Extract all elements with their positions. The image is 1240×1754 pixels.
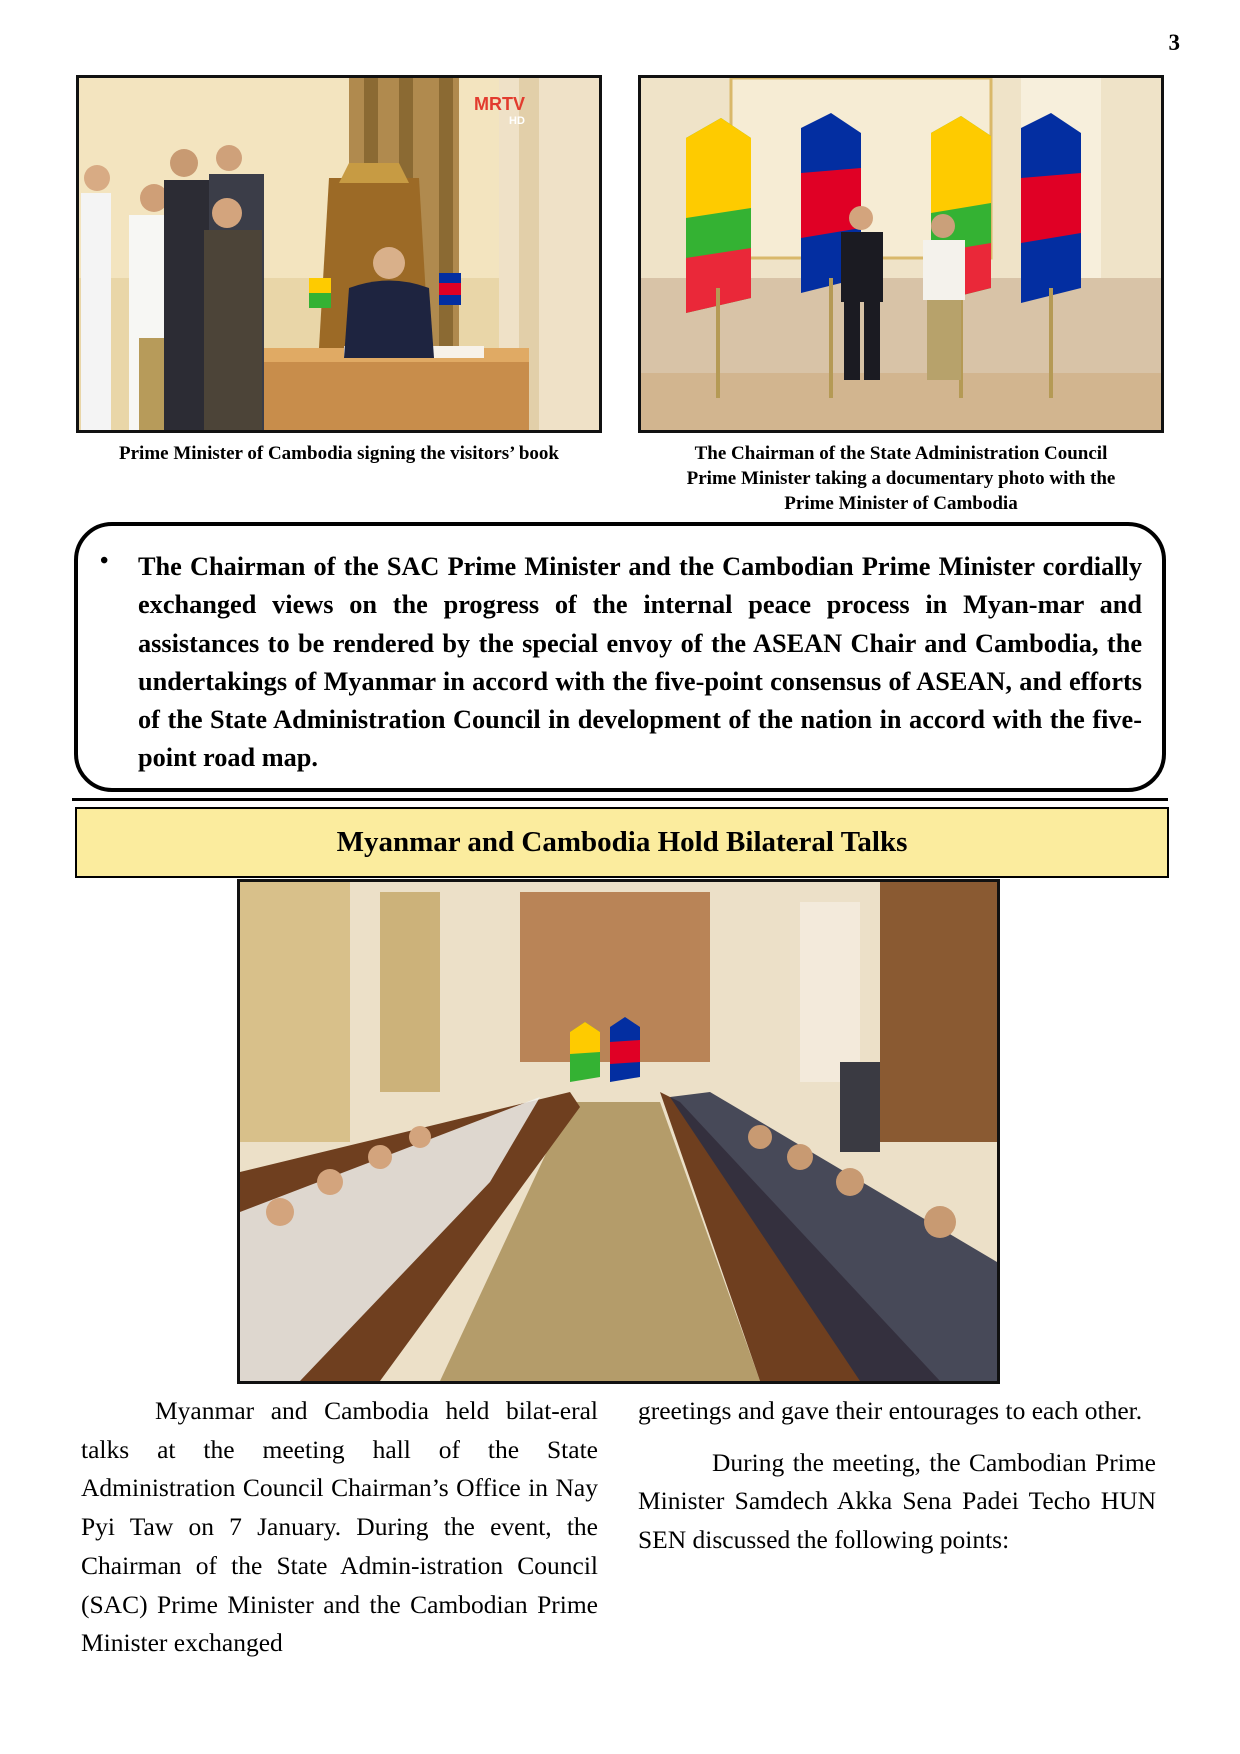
documentary-photo bbox=[638, 75, 1164, 433]
signing-photo-caption: Prime Minister of Cambodia signing the visitors’ book bbox=[119, 443, 559, 464]
caption-line: The Chairman of the State Administration Council bbox=[694, 443, 1108, 464]
caption-line: Prime Minister taking a documentary photo with the bbox=[686, 468, 1116, 489]
article-paragraph: During the meeting, the Cambodian Prime Minister Samdech Akka Sena Padei Techo HUN SEN discussed the following points: bbox=[638, 1447, 1156, 1555]
page-number: 3 bbox=[1168, 30, 1180, 55]
bilateral-talks-photo bbox=[237, 879, 1000, 1384]
article-right-column bbox=[638, 1392, 1156, 1560]
bullet-icon: • bbox=[100, 548, 109, 574]
section-divider bbox=[72, 798, 1168, 801]
article-paragraph: greetings and gave their entourages to each other. bbox=[638, 1396, 1143, 1425]
article-paragraph: Myanmar and Cambodia held bilat-eral talks at the meeting hall of the State Administration Council Chairman’s Office in Nay Pyi Taw on 7 January. During the event, the Chairman of the State Admin-istration Council (SAC) Prime Minister and the Cambodian Prime Minister exchanged bbox=[81, 1396, 598, 1658]
summary-text: The Chairman of the SAC Prime Minister and the Cambodian Prime Minister cordially exchanged views on the progress of the internal peace process in Myan-mar and assistances to be rendered by the special envoy of the ASEAN Chair and Cambodia, the undertakings of Myanmar in accord with the five-point consensus of ASEAN, and efforts of the State Administration Council in development of the nation in accord with the five-point road map. bbox=[138, 552, 1142, 773]
section-title: Myanmar and Cambodia Hold Bilateral Talks bbox=[75, 807, 1169, 878]
article-left-column bbox=[81, 1392, 598, 1663]
caption-line: Prime Minister of Cambodia bbox=[784, 493, 1018, 514]
summary-box bbox=[74, 522, 1166, 792]
mrtv-logo: MRTV bbox=[474, 94, 525, 114]
signing-photo bbox=[76, 75, 602, 433]
documentary-photo-caption bbox=[638, 441, 1164, 516]
mrtv-hd-badge: HD bbox=[509, 115, 525, 127]
